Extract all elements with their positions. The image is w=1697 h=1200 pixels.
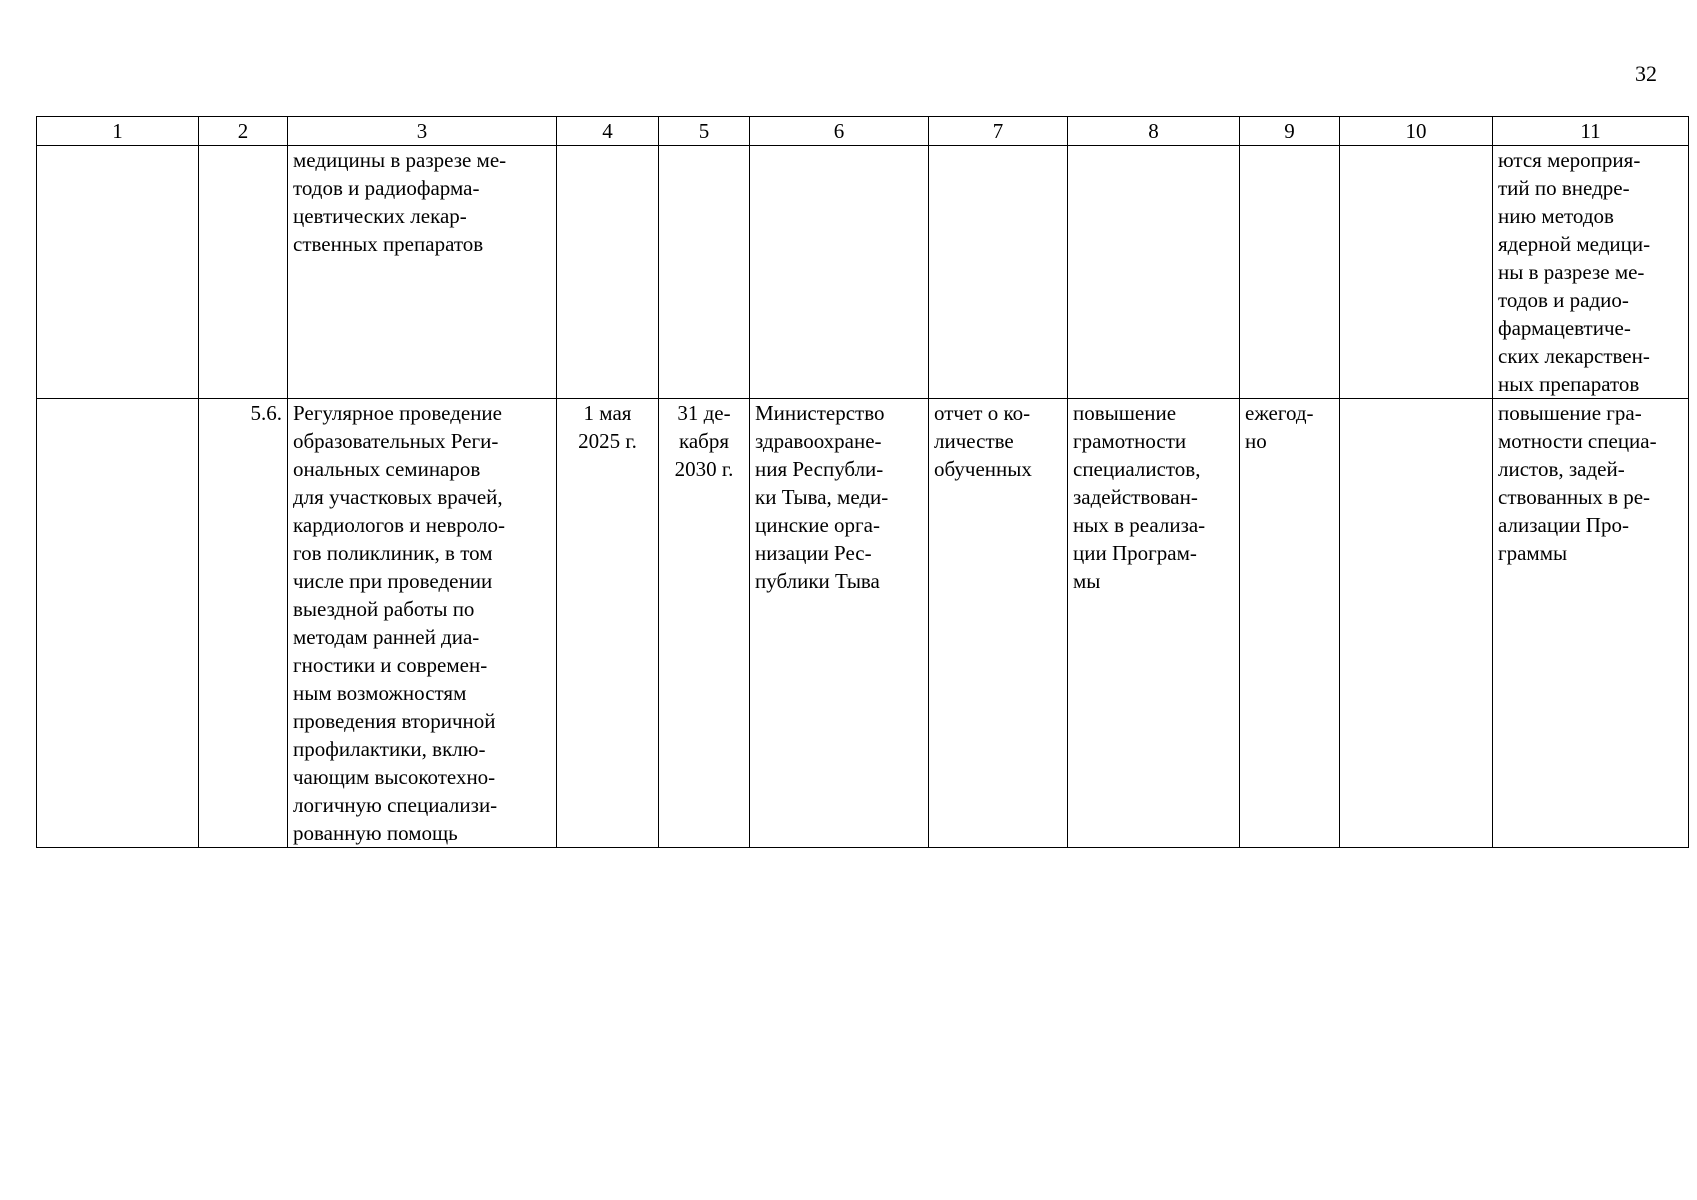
table-cell-col10 [1340, 146, 1493, 399]
table-cell-report [929, 146, 1068, 399]
table-cell-outcome: ются мероприя- тий по внедре- нию методов ядерной медици- ны в разрезе ме- тодов и радио- фармацевтиче- ских лекарствен- ных препаратов [1493, 146, 1689, 399]
column-header-2: 2 [199, 117, 288, 146]
table-row [37, 146, 1689, 399]
table-cell-activity: медицины в разрезе ме- тодов и радиофарма- цевтических лекар- ственных препаратов [288, 146, 557, 399]
table-cell-item-number: 5.6. [199, 399, 288, 848]
column-header-5: 5 [659, 117, 750, 146]
table-header-row [37, 117, 1689, 146]
table-cell-result [1068, 146, 1240, 399]
column-header-3: 3 [288, 117, 557, 146]
table-cell-end-date: 31 де- кабря 2030 г. [659, 399, 750, 848]
column-header-11: 11 [1493, 117, 1689, 146]
table-cell-item-number [199, 146, 288, 399]
table-cell-outcome: повышение гра- мотности специа- листов, задей- ствованных в ре- ализации Про- граммы [1493, 399, 1689, 848]
table-cell-col1 [37, 146, 199, 399]
table-cell-frequency: ежегод- но [1240, 399, 1340, 848]
column-header-4: 4 [557, 117, 659, 146]
table-cell-result: повышение грамотности специалистов, задействован- ных в реализа- ции Програм- мы [1068, 399, 1240, 848]
table-cell-responsible [750, 146, 929, 399]
table-cell-activity: Регулярное проведение образовательных Реги- ональных семинаров для участковых врачей, кардиологов и невроло- гов поликлиник, в том числе при проведении выездной работы по методам ранней диа- гностики и современ- ным возможностям проведения вторичной профилактики, вклю- чающим высокотехно- логичную специализи- рованную помощь [288, 399, 557, 848]
column-header-6: 6 [750, 117, 929, 146]
column-header-10: 10 [1340, 117, 1493, 146]
table-cell-end-date [659, 146, 750, 399]
page-number: 32 [1635, 61, 1657, 86]
table-cell-frequency [1240, 146, 1340, 399]
table-cell-report: отчет о ко- личестве обученных [929, 399, 1068, 848]
column-header-7: 7 [929, 117, 1068, 146]
table-cell-start-date [557, 146, 659, 399]
table-cell-responsible: Министерство здравоохране- ния Республи- ки Тыва, меди- цинские орга- низации Рес- публики Тыва [750, 399, 929, 848]
table-cell-col10 [1340, 399, 1493, 848]
column-header-1: 1 [37, 117, 199, 146]
table-cell-col1 [37, 399, 199, 848]
program-activities-table [36, 116, 1689, 848]
column-header-9: 9 [1240, 117, 1340, 146]
column-header-8: 8 [1068, 117, 1240, 146]
table-row [37, 399, 1689, 848]
table-cell-start-date: 1 мая 2025 г. [557, 399, 659, 848]
